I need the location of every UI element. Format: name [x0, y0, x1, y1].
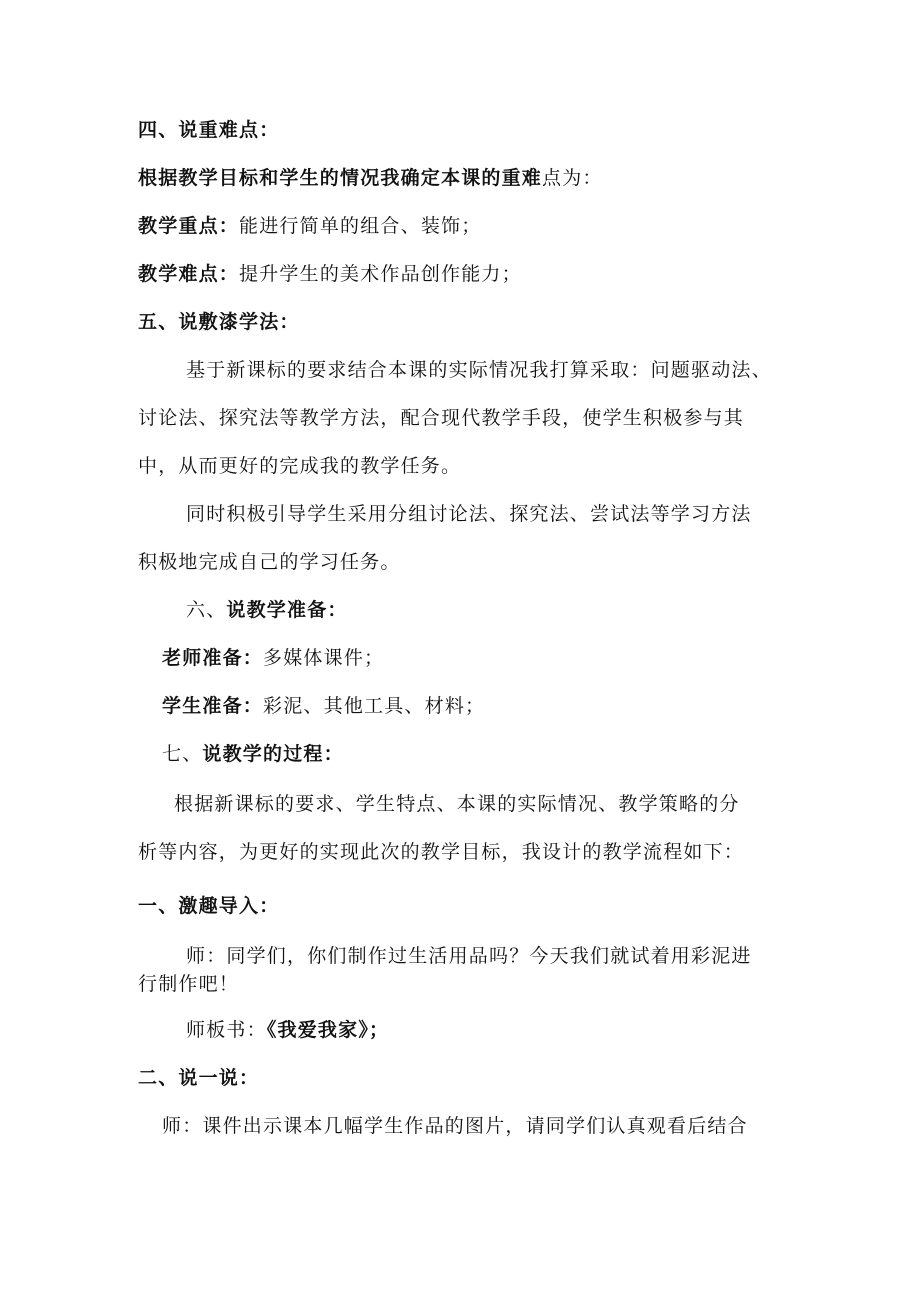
difficult-point-line	[138, 262, 522, 286]
section-4-heading: 四、说重难点：	[138, 119, 280, 141]
difficult-point-text: 提升学生的美术作品创作能力；	[239, 263, 522, 285]
section-5-paragraph-1-line-1: 基于新课标的要求结合本课的实际情况我打算采取：问题驱动法、	[186, 359, 772, 381]
key-point-label: 教学重点：	[138, 215, 240, 237]
section-6-heading-title: 说教学准备：	[226, 599, 348, 621]
step-1-teacher-line-1: 师：同学们，你们制作过生活用品吗？今天我们就试着用彩泥进	[186, 945, 752, 967]
section-4-intro-rest: 点为：	[542, 167, 603, 189]
section-5-paragraph-2-line-2: 积极地完成自己的学习任务。	[138, 551, 401, 573]
blackboard-line	[186, 1018, 389, 1042]
section-4-intro-bold: 根据教学目标和学生的情况我确定本课的重难	[138, 167, 543, 189]
step-2-teacher-line-1: 师：课件出示课本几幅学生作品的图片，请同学们认真观看后结合	[162, 1115, 748, 1137]
section-7-heading-number: 七、	[162, 743, 203, 765]
teacher-prep-label: 老师准备：	[162, 647, 264, 669]
student-prep-text: 彩泥、其他工具、材料；	[263, 695, 486, 717]
section-7-paragraph-line-1: 根据新课标的要求、学生特点、本课的实际情况、教学策略的分	[174, 793, 740, 815]
section-4-intro	[138, 166, 603, 190]
step-2-heading: 二、说一说：	[138, 1067, 260, 1089]
difficult-point-label: 教学难点：	[138, 263, 240, 285]
blackboard-label: 师板书：	[186, 1019, 267, 1041]
key-point-text: 能进行简单的组合、装饰；	[239, 215, 482, 237]
section-5-paragraph-1-line-2: 讨论法、探究法等教学方法，配合现代教学手段，使学生积极参与其	[138, 407, 745, 429]
student-prep-line	[162, 694, 485, 718]
key-point-line	[138, 214, 481, 238]
section-5-heading: 五、说敷漆学法：	[138, 311, 300, 333]
section-5-paragraph-2-line-1: 同时积极引导学生采用分组讨论法、探究法、尝试法等学习方法	[186, 503, 752, 525]
section-7-heading-title: 说教学的过程：	[202, 743, 344, 765]
blackboard-title: 《我爱我家》；	[266, 1019, 390, 1041]
teacher-prep-text: 多媒体课件；	[263, 647, 385, 669]
section-7-paragraph-line-2: 析等内容，为更好的实现此次的教学目标，我设计的教学流程如下：	[138, 841, 745, 863]
section-5-paragraph-1-line-3: 中，从而更好的完成我的教学任务。	[138, 455, 462, 477]
section-7-heading	[162, 742, 344, 766]
section-6-heading-number: 六、	[186, 599, 227, 621]
student-prep-label: 学生准备：	[162, 695, 264, 717]
step-1-teacher-line-2: 行制作吧！	[138, 973, 240, 995]
step-1-heading: 一、激趣导入：	[138, 895, 280, 917]
teacher-prep-line	[162, 646, 384, 670]
section-6-heading	[186, 598, 348, 622]
